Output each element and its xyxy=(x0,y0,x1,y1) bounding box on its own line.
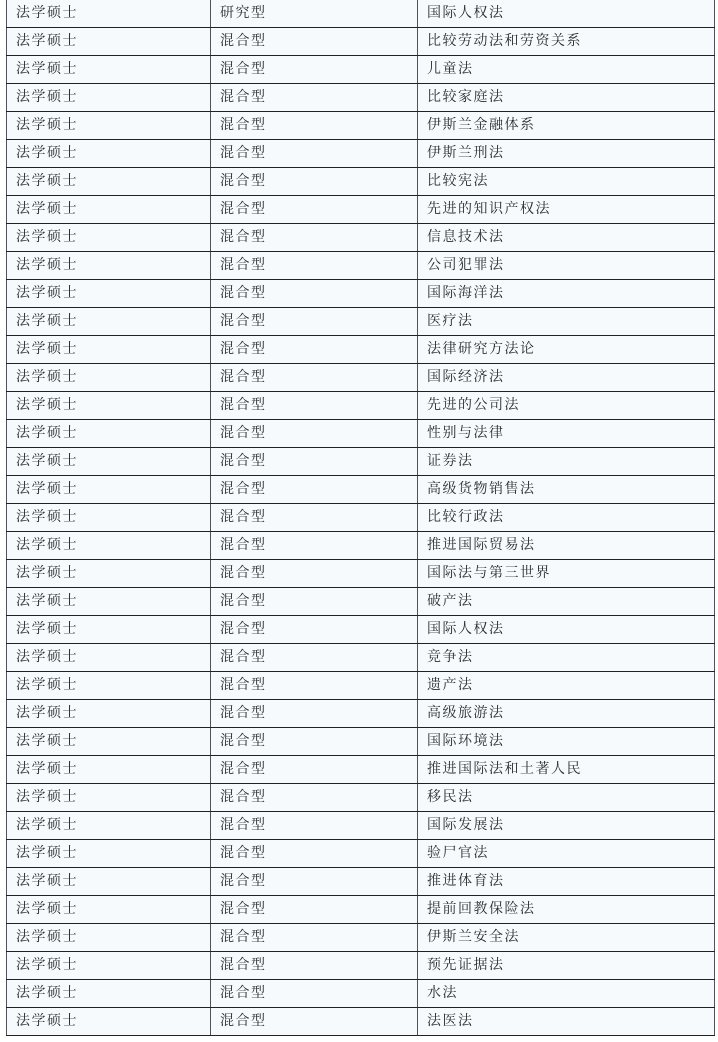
course-name-cell: 国际发展法 xyxy=(418,812,715,840)
program-type-cell: 混合型 xyxy=(211,476,418,504)
program-type-cell: 混合型 xyxy=(211,112,418,140)
course-name-cell: 比较劳动法和劳资关系 xyxy=(418,28,715,56)
course-name-cell: 医疗法 xyxy=(418,308,715,336)
degree-cell: 法学硕士 xyxy=(7,140,211,168)
course-name-cell: 儿童法 xyxy=(418,56,715,84)
degree-cell: 法学硕士 xyxy=(7,644,211,672)
course-name-cell: 公司犯罪法 xyxy=(418,252,715,280)
degree-cell: 法学硕士 xyxy=(7,420,211,448)
course-name-cell: 国际经济法 xyxy=(418,364,715,392)
program-type-cell: 混合型 xyxy=(211,868,418,896)
table-row xyxy=(7,84,715,112)
degree-cell: 法学硕士 xyxy=(7,812,211,840)
degree-cell: 法学硕士 xyxy=(7,896,211,924)
course-name-cell: 性别与法律 xyxy=(418,420,715,448)
course-name-cell: 高级货物销售法 xyxy=(418,476,715,504)
course-name-cell: 国际人权法 xyxy=(418,616,715,644)
table-row xyxy=(7,196,715,224)
degree-cell: 法学硕士 xyxy=(7,616,211,644)
table-row xyxy=(7,252,715,280)
table-row xyxy=(7,672,715,700)
program-type-cell: 混合型 xyxy=(211,28,418,56)
degree-cell: 法学硕士 xyxy=(7,448,211,476)
course-name-cell: 推进国际贸易法 xyxy=(418,532,715,560)
course-name-cell: 先进的知识产权法 xyxy=(418,196,715,224)
programs-table-container xyxy=(6,0,714,1036)
program-type-cell: 混合型 xyxy=(211,784,418,812)
degree-cell: 法学硕士 xyxy=(7,336,211,364)
table-row xyxy=(7,448,715,476)
table-row xyxy=(7,280,715,308)
program-type-cell: 混合型 xyxy=(211,392,418,420)
program-type-cell: 混合型 xyxy=(211,420,418,448)
table-row xyxy=(7,616,715,644)
table-row xyxy=(7,168,715,196)
course-name-cell: 水法 xyxy=(418,980,715,1008)
table-row xyxy=(7,952,715,980)
course-name-cell: 信息技术法 xyxy=(418,224,715,252)
table-row xyxy=(7,812,715,840)
table-row xyxy=(7,112,715,140)
table-row xyxy=(7,1008,715,1036)
table-row xyxy=(7,868,715,896)
course-name-cell: 伊斯兰安全法 xyxy=(418,924,715,952)
program-type-cell: 混合型 xyxy=(211,952,418,980)
degree-cell: 法学硕士 xyxy=(7,224,211,252)
program-type-cell: 混合型 xyxy=(211,364,418,392)
program-type-cell: 混合型 xyxy=(211,196,418,224)
degree-cell: 法学硕士 xyxy=(7,252,211,280)
course-name-cell: 伊斯兰金融体系 xyxy=(418,112,715,140)
table-row xyxy=(7,364,715,392)
table-row xyxy=(7,0,715,28)
table-row xyxy=(7,476,715,504)
program-type-cell: 混合型 xyxy=(211,224,418,252)
program-type-cell: 混合型 xyxy=(211,700,418,728)
program-type-cell: 混合型 xyxy=(211,560,418,588)
degree-cell: 法学硕士 xyxy=(7,308,211,336)
table-row xyxy=(7,308,715,336)
table-row xyxy=(7,28,715,56)
course-name-cell: 先进的公司法 xyxy=(418,392,715,420)
degree-cell: 法学硕士 xyxy=(7,168,211,196)
degree-cell: 法学硕士 xyxy=(7,112,211,140)
course-name-cell: 证券法 xyxy=(418,448,715,476)
degree-cell: 法学硕士 xyxy=(7,840,211,868)
degree-cell: 法学硕士 xyxy=(7,952,211,980)
degree-cell: 法学硕士 xyxy=(7,728,211,756)
course-name-cell: 国际人权法 xyxy=(418,0,715,28)
table-row xyxy=(7,896,715,924)
degree-cell: 法学硕士 xyxy=(7,784,211,812)
degree-cell: 法学硕士 xyxy=(7,700,211,728)
course-name-cell: 高级旅游法 xyxy=(418,700,715,728)
course-name-cell: 破产法 xyxy=(418,588,715,616)
course-name-cell: 提前回教保险法 xyxy=(418,896,715,924)
course-name-cell: 移民法 xyxy=(418,784,715,812)
degree-cell: 法学硕士 xyxy=(7,476,211,504)
program-type-cell: 混合型 xyxy=(211,840,418,868)
degree-cell: 法学硕士 xyxy=(7,504,211,532)
programs-table-body xyxy=(7,0,715,1036)
program-type-cell: 研究型 xyxy=(211,0,418,28)
program-type-cell: 混合型 xyxy=(211,280,418,308)
table-row xyxy=(7,924,715,952)
table-row xyxy=(7,728,715,756)
course-name-cell: 法律研究方法论 xyxy=(418,336,715,364)
table-row xyxy=(7,560,715,588)
course-name-cell: 遗产法 xyxy=(418,672,715,700)
table-row xyxy=(7,532,715,560)
program-type-cell: 混合型 xyxy=(211,588,418,616)
degree-cell: 法学硕士 xyxy=(7,980,211,1008)
degree-cell: 法学硕士 xyxy=(7,364,211,392)
table-row xyxy=(7,644,715,672)
program-type-cell: 混合型 xyxy=(211,980,418,1008)
degree-cell: 法学硕士 xyxy=(7,560,211,588)
degree-cell: 法学硕士 xyxy=(7,756,211,784)
table-row xyxy=(7,980,715,1008)
program-type-cell: 混合型 xyxy=(211,336,418,364)
program-type-cell: 混合型 xyxy=(211,84,418,112)
program-type-cell: 混合型 xyxy=(211,532,418,560)
table-row xyxy=(7,140,715,168)
degree-cell: 法学硕士 xyxy=(7,392,211,420)
program-type-cell: 混合型 xyxy=(211,448,418,476)
course-name-cell: 伊斯兰刑法 xyxy=(418,140,715,168)
program-type-cell: 混合型 xyxy=(211,252,418,280)
table-row xyxy=(7,756,715,784)
course-name-cell: 国际海洋法 xyxy=(418,280,715,308)
program-type-cell: 混合型 xyxy=(211,812,418,840)
degree-cell: 法学硕士 xyxy=(7,84,211,112)
table-row xyxy=(7,840,715,868)
program-type-cell: 混合型 xyxy=(211,140,418,168)
program-type-cell: 混合型 xyxy=(211,1008,418,1036)
course-name-cell: 比较家庭法 xyxy=(418,84,715,112)
table-row xyxy=(7,56,715,84)
course-name-cell: 法医法 xyxy=(418,1008,715,1036)
program-type-cell: 混合型 xyxy=(211,924,418,952)
course-name-cell: 比较宪法 xyxy=(418,168,715,196)
table-row xyxy=(7,784,715,812)
table-row xyxy=(7,504,715,532)
course-name-cell: 比较行政法 xyxy=(418,504,715,532)
degree-cell: 法学硕士 xyxy=(7,868,211,896)
course-name-cell: 预先证据法 xyxy=(418,952,715,980)
table-row xyxy=(7,700,715,728)
degree-cell: 法学硕士 xyxy=(7,56,211,84)
course-name-cell: 国际法与第三世界 xyxy=(418,560,715,588)
course-name-cell: 推进国际法和土著人民 xyxy=(418,756,715,784)
table-row xyxy=(7,392,715,420)
program-type-cell: 混合型 xyxy=(211,672,418,700)
degree-cell: 法学硕士 xyxy=(7,280,211,308)
degree-cell: 法学硕士 xyxy=(7,0,211,28)
degree-cell: 法学硕士 xyxy=(7,196,211,224)
program-type-cell: 混合型 xyxy=(211,308,418,336)
program-type-cell: 混合型 xyxy=(211,896,418,924)
program-type-cell: 混合型 xyxy=(211,728,418,756)
degree-cell: 法学硕士 xyxy=(7,28,211,56)
table-row xyxy=(7,420,715,448)
course-name-cell: 国际环境法 xyxy=(418,728,715,756)
program-type-cell: 混合型 xyxy=(211,616,418,644)
degree-cell: 法学硕士 xyxy=(7,924,211,952)
course-name-cell: 验尸官法 xyxy=(418,840,715,868)
programs-table xyxy=(6,0,715,1036)
course-name-cell: 推进体育法 xyxy=(418,868,715,896)
program-type-cell: 混合型 xyxy=(211,168,418,196)
table-row xyxy=(7,588,715,616)
program-type-cell: 混合型 xyxy=(211,56,418,84)
degree-cell: 法学硕士 xyxy=(7,588,211,616)
degree-cell: 法学硕士 xyxy=(7,532,211,560)
program-type-cell: 混合型 xyxy=(211,644,418,672)
table-row xyxy=(7,224,715,252)
degree-cell: 法学硕士 xyxy=(7,672,211,700)
table-row xyxy=(7,336,715,364)
program-type-cell: 混合型 xyxy=(211,504,418,532)
course-name-cell: 竞争法 xyxy=(418,644,715,672)
degree-cell: 法学硕士 xyxy=(7,1008,211,1036)
program-type-cell: 混合型 xyxy=(211,756,418,784)
